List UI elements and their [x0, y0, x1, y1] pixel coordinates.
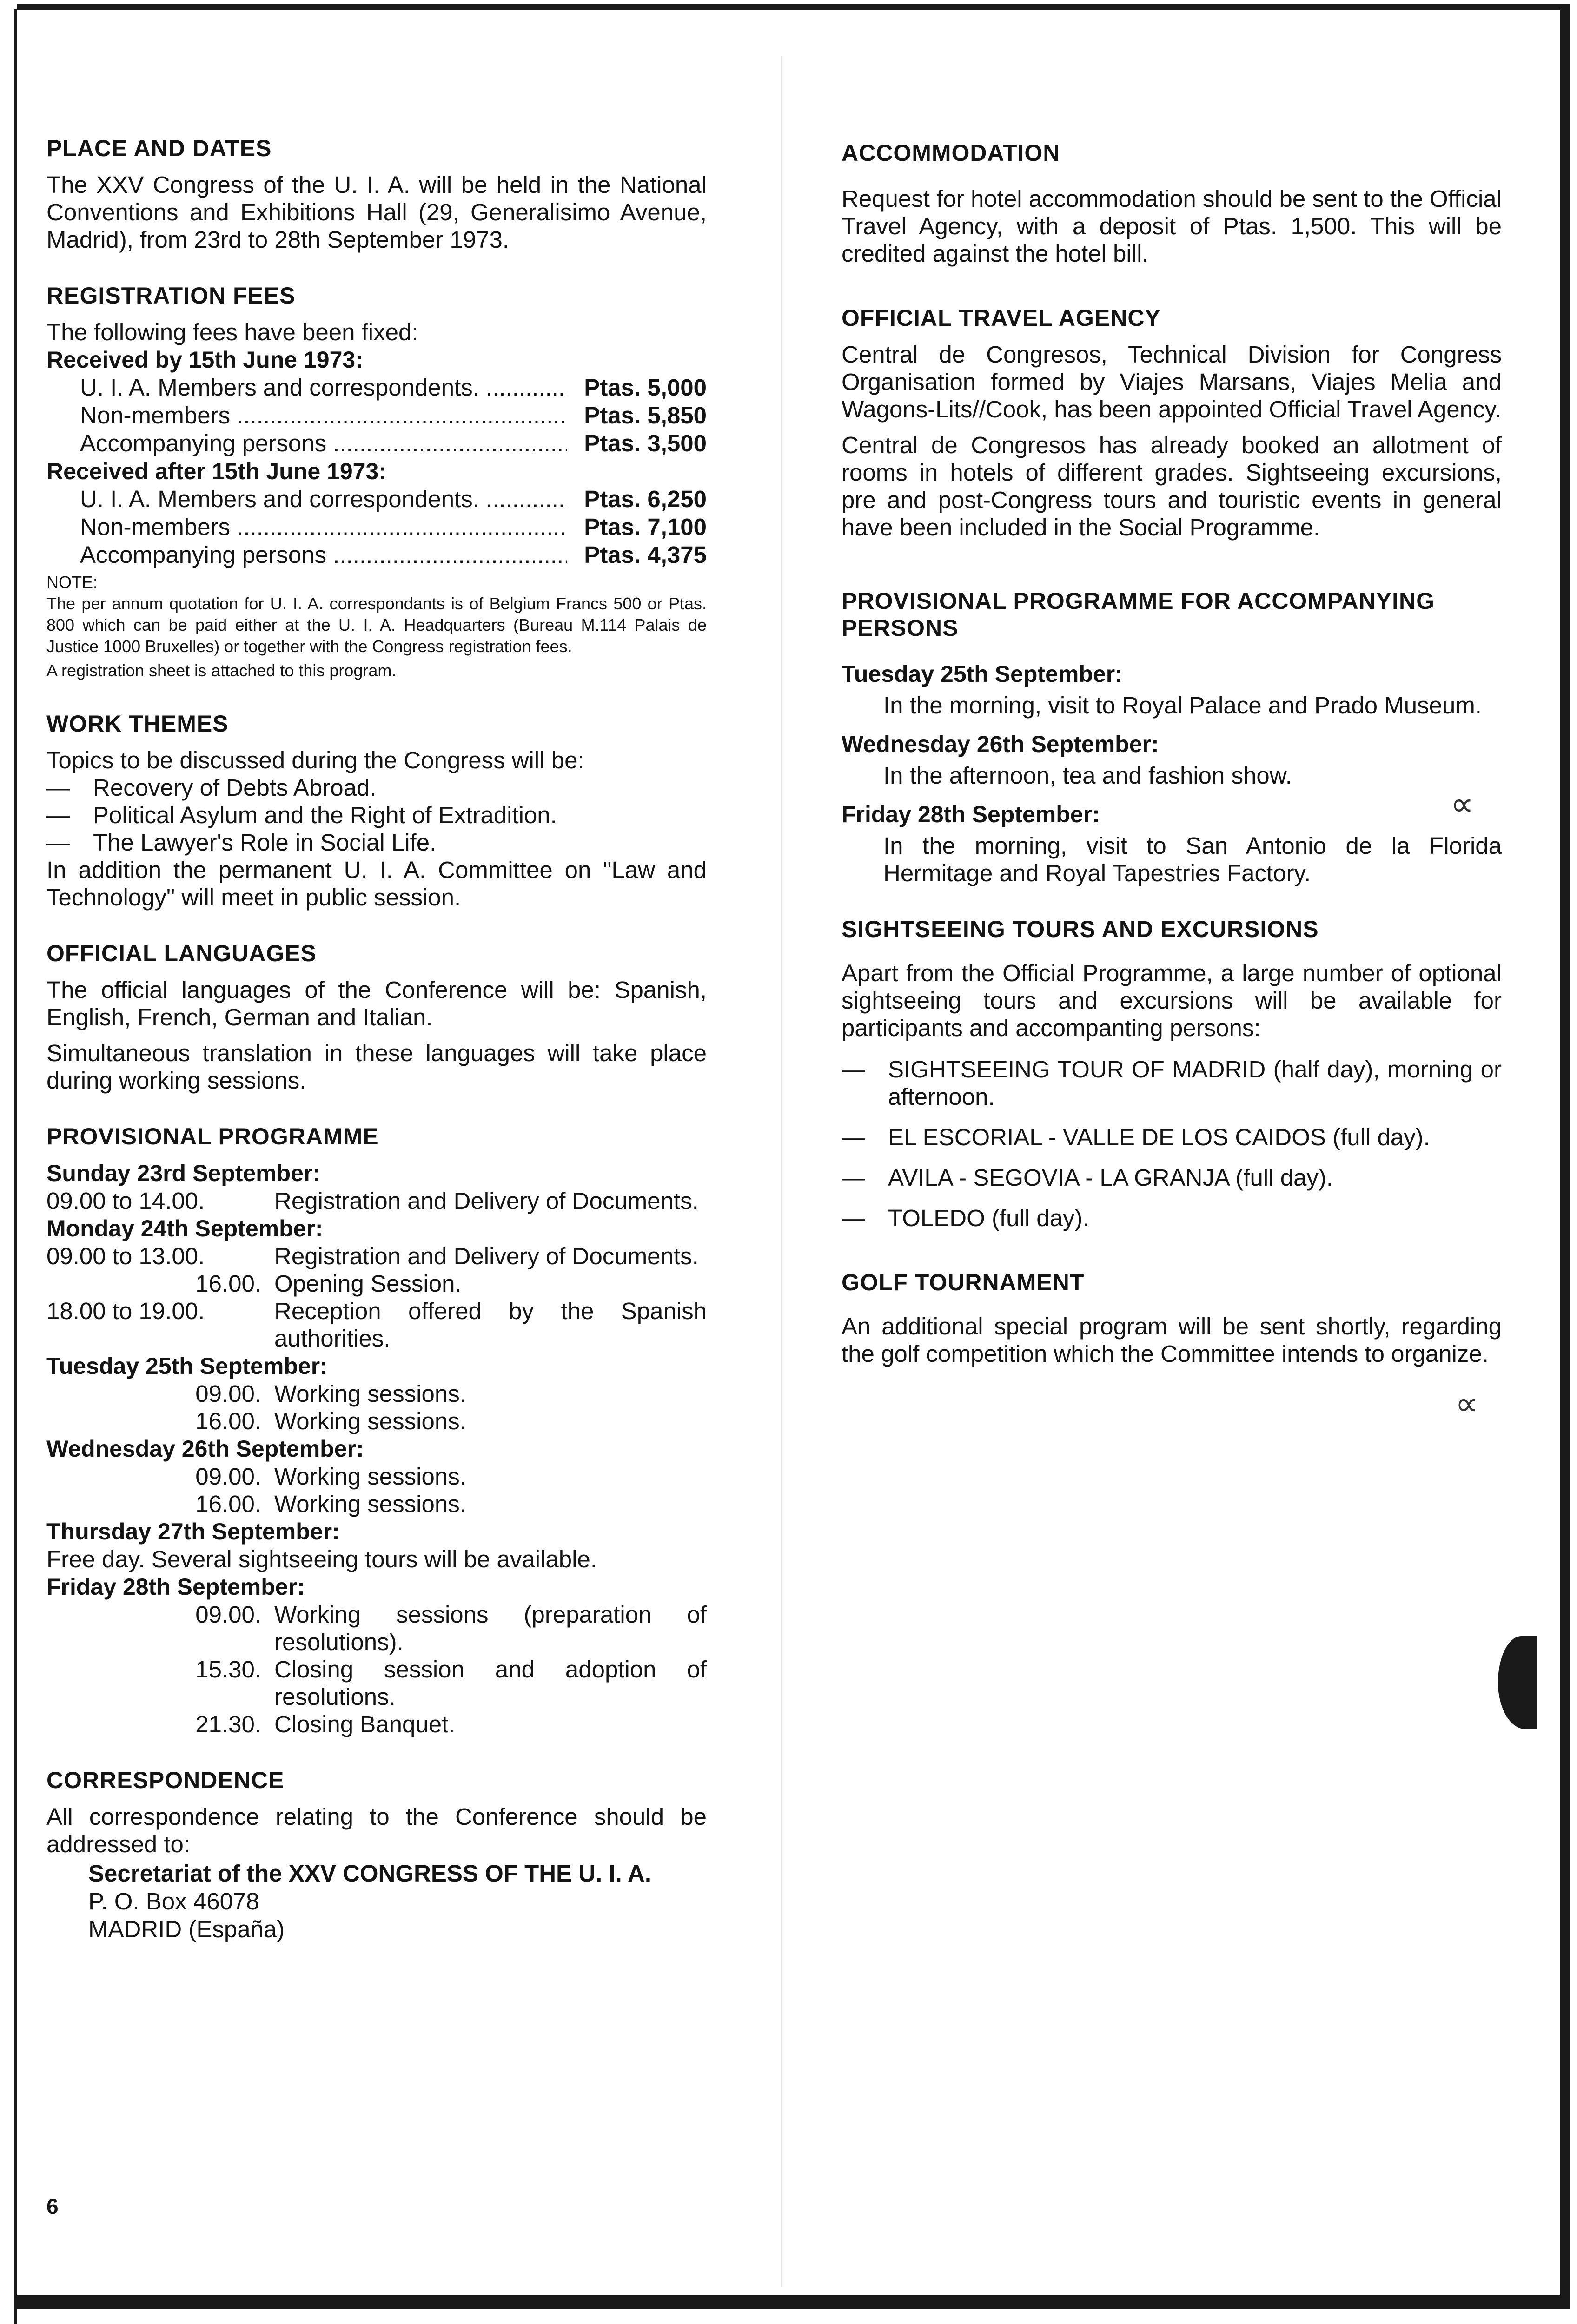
note-label: NOTE:	[46, 573, 98, 592]
programme-text: Closing session and adoption of resolutions.	[274, 1656, 707, 1710]
fee-label: Accompanying persons .....	[80, 541, 567, 569]
themes-outro: In addition the permanent U. I. A. Committee on "Law and Technology" will meet in public session.	[46, 857, 707, 911]
agency-allotment-text: Central de Congresos has already booked an allotment of rooms in hotels of different grades. Sightseeing excursions, pre and post-Congress tours and touristic events in general have been included in the Social Programme.	[842, 432, 1502, 541]
list-item	[842, 1123, 1502, 1151]
programme-text: Registration and Delivery of Documents.	[274, 1188, 699, 1214]
punch-hole-ring-icon: ∝	[1455, 1386, 1479, 1422]
tours-intro: Apart from the Official Programme, a large number of optional sightseeing tours and excursions will be available for participants and accompanting persons:	[842, 960, 1502, 1041]
place-text: The XXV Congress of the U. I. A. will be held in the National Conventions and Exhibitions Hall (29, Generalisimo Avenue, Madrid), from 23rd to 28th September 1973.	[46, 172, 707, 253]
programme-time: 18.00 to 19.00.	[46, 1298, 205, 1324]
accompanying-text: In the morning, visit to San Antonio de la Florida Hermitage and Royal Tapestries Factory.	[883, 832, 1502, 886]
programme-text: Opening Session.	[274, 1270, 462, 1297]
fee-value: Ptas. 5,850	[584, 402, 707, 429]
agency-heading: OFFICIAL TRAVEL AGENCY	[842, 305, 1161, 331]
golf-text: An additional special program will be sent shortly, regarding the golf competition which the Committee intends to organize.	[842, 1313, 1502, 1367]
programme-row	[46, 1380, 707, 1407]
agency-text: Central de Congresos, Technical Division for Congress Organisation formed by Viajes Marsans, Viajes Melia and Wagons-Lits//Cook, has been appointed Official Travel Agency.	[842, 341, 1502, 423]
languages-heading: OFFICIAL LANGUAGES	[46, 940, 317, 966]
fee-label: Non-members .....	[80, 402, 567, 429]
address-line: Secretariat of the XXV CONGRESS OF THE U. I. A.	[88, 1860, 652, 1887]
programme-time: 16.00.	[195, 1270, 261, 1297]
correspondence-section	[46, 1767, 707, 1943]
fee-row	[46, 541, 707, 569]
fee-label: U. I. A. Members and correspondents. .....	[80, 485, 567, 513]
dash-mark: —	[46, 829, 70, 856]
place-heading: PLACE AND DATES	[46, 135, 272, 161]
dash-mark: —	[842, 1205, 865, 1231]
list-item	[46, 801, 707, 829]
tours-heading: SIGHTSEEING TOURS AND EXCURSIONS	[842, 916, 1319, 942]
fee-label: Non-members .....	[80, 513, 567, 541]
scan-right-edge	[1560, 4, 1570, 2309]
note-text: The per annum quotation for U. I. A. correspondants is of Belgium Francs 500 or Ptas. 800 which can be paid either at the U. I. A. Headquarters (Bureau M.114 Palais de Justice 1000 Bruxelles) or together with the Congress registration fees.	[46, 594, 707, 656]
programme-time: 09.00.	[195, 1601, 261, 1628]
programme-heading: PROVISIONAL PROGRAMME	[46, 1123, 379, 1149]
themes-intro: Topics to be discussed during the Congress will be:	[46, 747, 584, 773]
fee-row	[46, 429, 707, 457]
fee-row	[46, 485, 707, 513]
list-item	[842, 1056, 1502, 1110]
accompanying-text: In the morning, visit to Royal Palace and Prado Museum.	[883, 692, 1482, 719]
programme-time: 09.00.	[195, 1463, 261, 1490]
list-item	[842, 1204, 1502, 1232]
programme-day: Friday 28th September:	[46, 1574, 305, 1600]
fee-row	[46, 513, 707, 541]
correspondence-heading: CORRESPONDENCE	[46, 1767, 285, 1793]
fee-row	[46, 402, 707, 429]
translation-text: Simultaneous translation in these languages will take place during working sessions.	[46, 1040, 707, 1094]
accompanying-section	[842, 588, 1502, 887]
list-item	[46, 829, 707, 856]
dash-mark: —	[46, 802, 70, 828]
fee-value: Ptas. 3,500	[584, 430, 707, 456]
punch-hole-ring-icon: ∝	[1451, 786, 1474, 822]
programme-row	[46, 1407, 707, 1435]
theme-text: Political Asylum and the Right of Extradition.	[93, 802, 557, 828]
list-item	[46, 774, 707, 801]
programme-time: 09.00 to 14.00.	[46, 1188, 205, 1214]
languages-section	[46, 940, 707, 1094]
tour-text: AVILA - SEGOVIA - LA GRANJA (full day).	[888, 1164, 1333, 1191]
accompanying-day: Wednesday 26th September:	[842, 731, 1159, 757]
scan-top-edge	[17, 4, 1570, 10]
programme-text: Working sessions (preparation of resolutions).	[274, 1601, 707, 1655]
fee-value: Ptas. 5,000	[584, 374, 707, 401]
fee-label: Accompanying persons .....	[80, 429, 567, 457]
dash-mark: —	[842, 1164, 865, 1191]
programme-text: Working sessions.	[274, 1408, 466, 1434]
programme-time: 16.00.	[195, 1408, 261, 1434]
programme-text: Closing Banquet.	[274, 1711, 455, 1737]
list-item	[842, 1164, 1502, 1191]
programme-time: 16.00.	[195, 1491, 261, 1517]
themes-section	[46, 710, 707, 911]
accommodation-heading: ACCOMMODATION	[842, 140, 1060, 166]
note-registration-sheet: A registration sheet is attached to this program.	[46, 661, 397, 680]
programme-row	[46, 1490, 707, 1518]
programme-time: 21.30.	[195, 1711, 261, 1737]
address-block	[46, 1860, 707, 1943]
programme-day: Tuesday 25th September:	[46, 1353, 328, 1379]
dash-mark: —	[46, 774, 70, 801]
languages-text: The official languages of the Conference will be: Spanish, English, French, German and Italian.	[46, 977, 707, 1030]
page-number: 6	[46, 2194, 59, 2218]
scan-bottom-edge	[17, 2295, 1570, 2309]
accompanying-heading: PROVISIONAL PROGRAMME FOR ACCOMPANYING PERSONS	[842, 588, 1435, 641]
programme-row	[46, 1297, 707, 1352]
programme-text: Working sessions.	[274, 1491, 466, 1517]
tour-text: SIGHTSEEING TOUR OF MADRID (half day), morning or afternoon.	[888, 1056, 1502, 1110]
ink-blot	[1498, 1636, 1537, 1729]
themes-list	[46, 774, 707, 856]
dash-mark: —	[842, 1056, 865, 1083]
accommodation-text: Request for hotel accommodation should be sent to the Official Travel Agency, with a deposit of Ptas. 1,500. This will be credited against the hotel bill.	[842, 185, 1502, 267]
programme-day: Thursday 27th September:	[46, 1519, 340, 1545]
column-divider	[781, 56, 782, 2287]
programme-row	[46, 1270, 707, 1297]
programme-time: 09.00.	[195, 1380, 261, 1407]
tours-section	[842, 916, 1502, 1232]
theme-text: Recovery of Debts Abroad.	[93, 774, 377, 801]
fee-row	[46, 374, 707, 402]
golf-section	[842, 1269, 1502, 1367]
fees-intro: The following fees have been fixed:	[46, 319, 418, 345]
programme-text: Working sessions.	[274, 1380, 466, 1407]
fee-value: Ptas. 4,375	[584, 541, 707, 568]
blank-lower-area	[20, 2309, 1577, 2324]
fees-heading: REGISTRATION FEES	[46, 283, 296, 309]
programme-section	[46, 1123, 707, 1738]
accompanying-text: In the afternoon, tea and fashion show.	[883, 762, 1292, 789]
accommodation-section	[842, 139, 1502, 267]
accompanying-day: Tuesday 25th September:	[842, 661, 1123, 687]
fees-group1-title: Received by 15th June 1973:	[46, 347, 363, 373]
programme-text: Working sessions.	[274, 1463, 466, 1490]
left-column	[46, 135, 707, 1972]
tour-text: TOLEDO (full day).	[888, 1205, 1089, 1231]
fees-section	[46, 282, 707, 681]
agency-section	[842, 304, 1502, 541]
programme-text: Reception offered by the Spanish authorities.	[274, 1298, 707, 1352]
dash-mark: —	[842, 1124, 865, 1150]
scan-left-edge	[0, 9, 17, 2324]
programme-row	[46, 1601, 707, 1656]
address-line: MADRID (España)	[88, 1916, 285, 1942]
programme-row	[46, 1710, 707, 1738]
themes-heading: WORK THEMES	[46, 711, 229, 737]
accompanying-day: Friday 28th September:	[842, 801, 1100, 827]
right-column	[842, 139, 1502, 1396]
fee-value: Ptas. 6,250	[584, 486, 707, 512]
programme-row	[46, 1463, 707, 1490]
programme-row	[46, 1656, 707, 1710]
fee-value: Ptas. 7,100	[584, 514, 707, 540]
fees-group2-title: Received after 15th June 1973:	[46, 458, 386, 484]
programme-free-day: Free day. Several sightseeing tours will be available.	[46, 1546, 597, 1572]
programme-row	[46, 1242, 707, 1270]
tour-text: EL ESCORIAL - VALLE DE LOS CAIDOS (full day).	[888, 1124, 1430, 1150]
address-line: P. O. Box 46078	[88, 1888, 259, 1915]
programme-day: Sunday 23rd September:	[46, 1160, 321, 1186]
programme-day: Monday 24th September:	[46, 1215, 323, 1241]
place-section	[46, 135, 707, 253]
golf-heading: GOLF TOURNAMENT	[842, 1269, 1085, 1295]
theme-text: The Lawyer's Role in Social Life.	[93, 829, 437, 856]
programme-time: 15.30.	[195, 1656, 261, 1683]
programme-text: Registration and Delivery of Documents.	[274, 1243, 699, 1269]
programme-time: 09.00 to 13.00.	[46, 1243, 205, 1269]
programme-row	[46, 1187, 707, 1215]
fee-label: U. I. A. Members and correspondents. .....	[80, 374, 567, 402]
programme-day: Wednesday 26th September:	[46, 1436, 364, 1462]
correspondence-text: All correspondence relating to the Conference should be addressed to:	[46, 1803, 707, 1857]
